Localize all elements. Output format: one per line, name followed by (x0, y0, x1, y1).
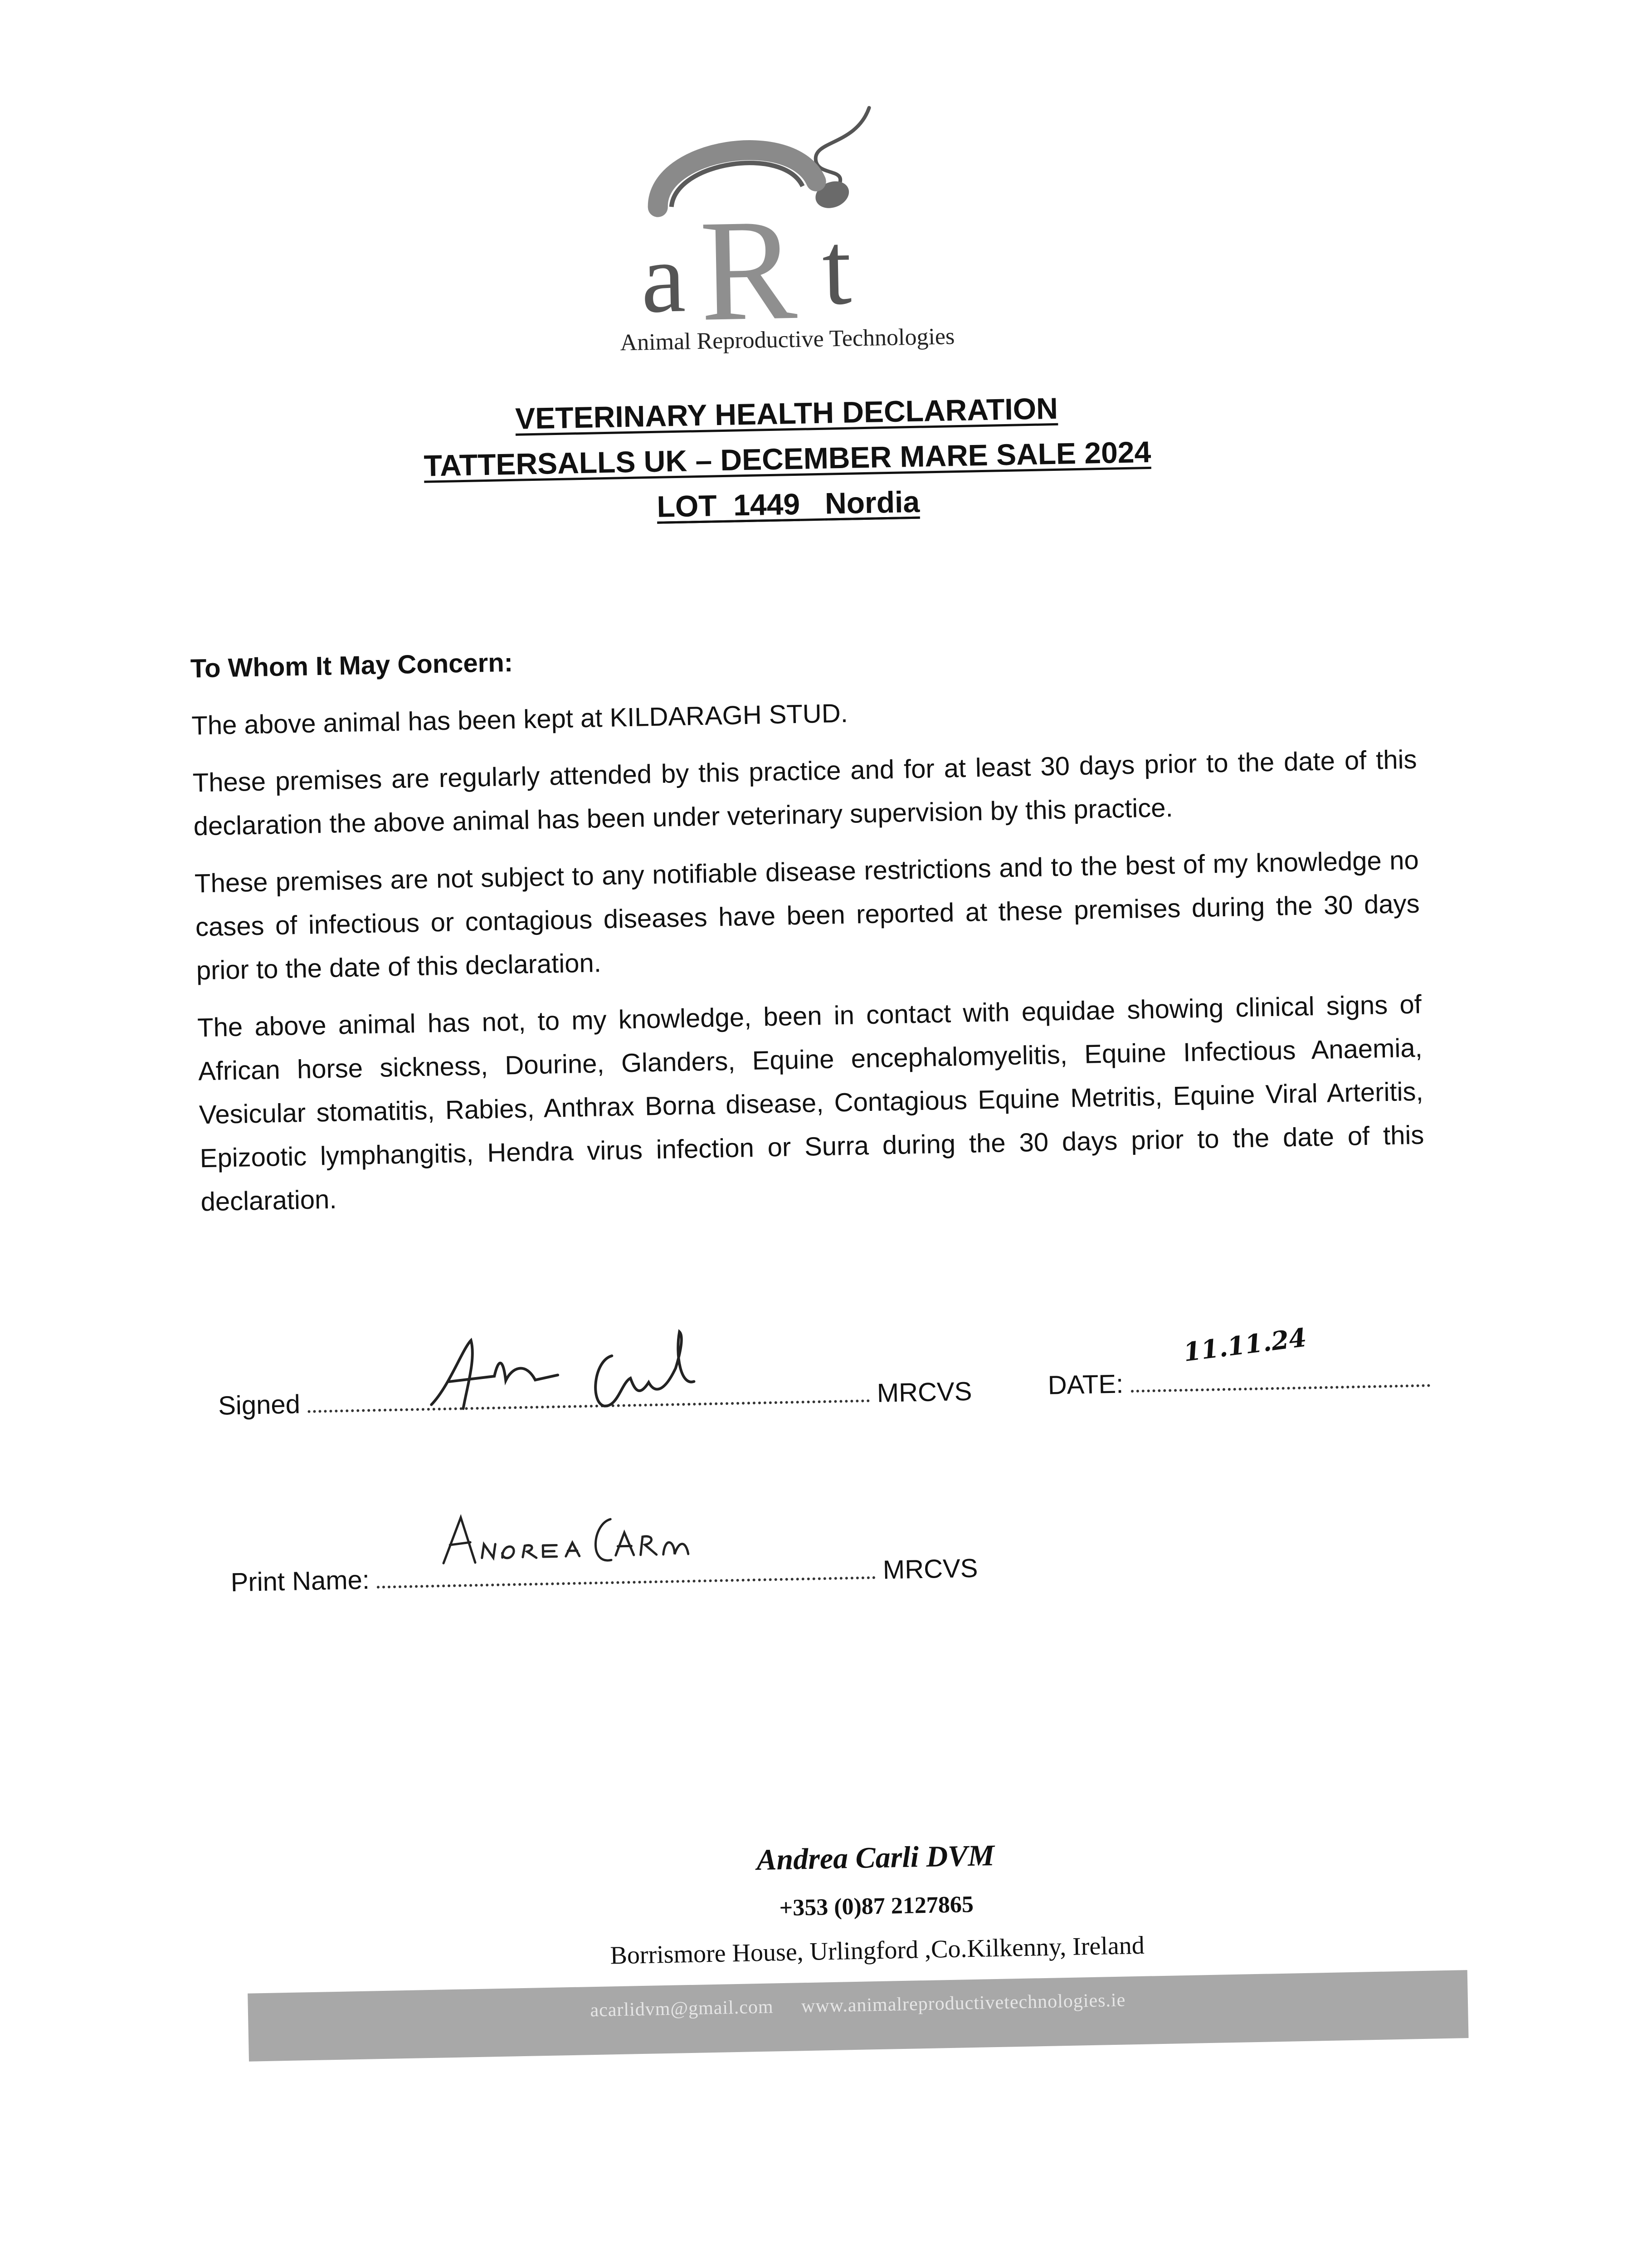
footer-email[interactable]: acarlidvm@gmail.com (590, 1996, 774, 2021)
footer-website[interactable]: www.animalreproductivetechnologies.ie (801, 1989, 1126, 2017)
svg-text:t: t (821, 210, 853, 327)
logo-caption: Animal Reproductive Technologies (620, 323, 955, 356)
footer-contact-bar (248, 1970, 1468, 2062)
heading-lot (657, 485, 920, 523)
date-row (1048, 1363, 1430, 1400)
print-name-label: Print Name: (230, 1565, 370, 1598)
salutation: To Whom It May Concern: (190, 647, 513, 684)
footer-vet-name: Andrea Carli DVM (756, 1839, 995, 1877)
paragraph-supervision: These premises are regularly attended by this practice and for at least 30 days prior to the date of this declaration the above animal has been under veterinary supervision by this practice. (192, 744, 1418, 841)
print-name-mrcvs-label: MRCVS (882, 1553, 978, 1585)
paragraph-diseases: The above animal has not, to my knowledge, been in contact with equidae showing clinical signs of African horse sickness, Dourine, Glanders, Equine encephalomyelitis, Equine Infectious Anaemia, Vesicular stomatitis, Rabies, Anthrax Borna disease, Contagious Equine Metritis, Equine Viral Arteritis, Epizootic lymphangitis, Hendra virus infection or Surra during the 30 days prior to the date of this declaration. (197, 989, 1424, 1217)
paragraph-restrictions: These premises are not subject to any notifiable disease restrictions and to the best of my knowledge no cases of infectious or contagious diseases have been reported at these premises during the 30 days prior to the date of this declaration. (194, 845, 1420, 986)
footer-phone: +353 (0)87 2127865 (779, 1891, 974, 1921)
lot-number: LOT 1449 (656, 487, 800, 523)
signed-mrcvs-label: MRCVS (877, 1376, 972, 1408)
date-dotted-line (1130, 1375, 1430, 1393)
heading-title: VETERINARY HEALTH DECLARATION (515, 391, 1058, 435)
svg-text:R: R (698, 189, 799, 349)
document-heading (394, 383, 1181, 534)
art-logo (601, 88, 933, 349)
declaration-body (190, 624, 1425, 1238)
paragraph-premises: The above animal has been kept at KILDARAGH STUD. (191, 698, 848, 741)
signed-label: Signed (218, 1389, 301, 1421)
svg-text:a: a (640, 222, 687, 334)
heading-sale: TATTERSALLS UK – DECEMBER MARE SALE 2024 (423, 435, 1151, 483)
print-name-handwritten (438, 1504, 693, 1577)
art-logo-icon (601, 88, 933, 349)
date-label: DATE: (1048, 1369, 1124, 1400)
footer-address: Borrismore House, Urlingford ,Co.Kilkenny, Ireland (609, 1931, 1145, 1970)
lot-name: Nordia (824, 484, 920, 520)
date-handwritten: 11.11.24 (1182, 1322, 1308, 1368)
signature-image (421, 1326, 740, 1423)
